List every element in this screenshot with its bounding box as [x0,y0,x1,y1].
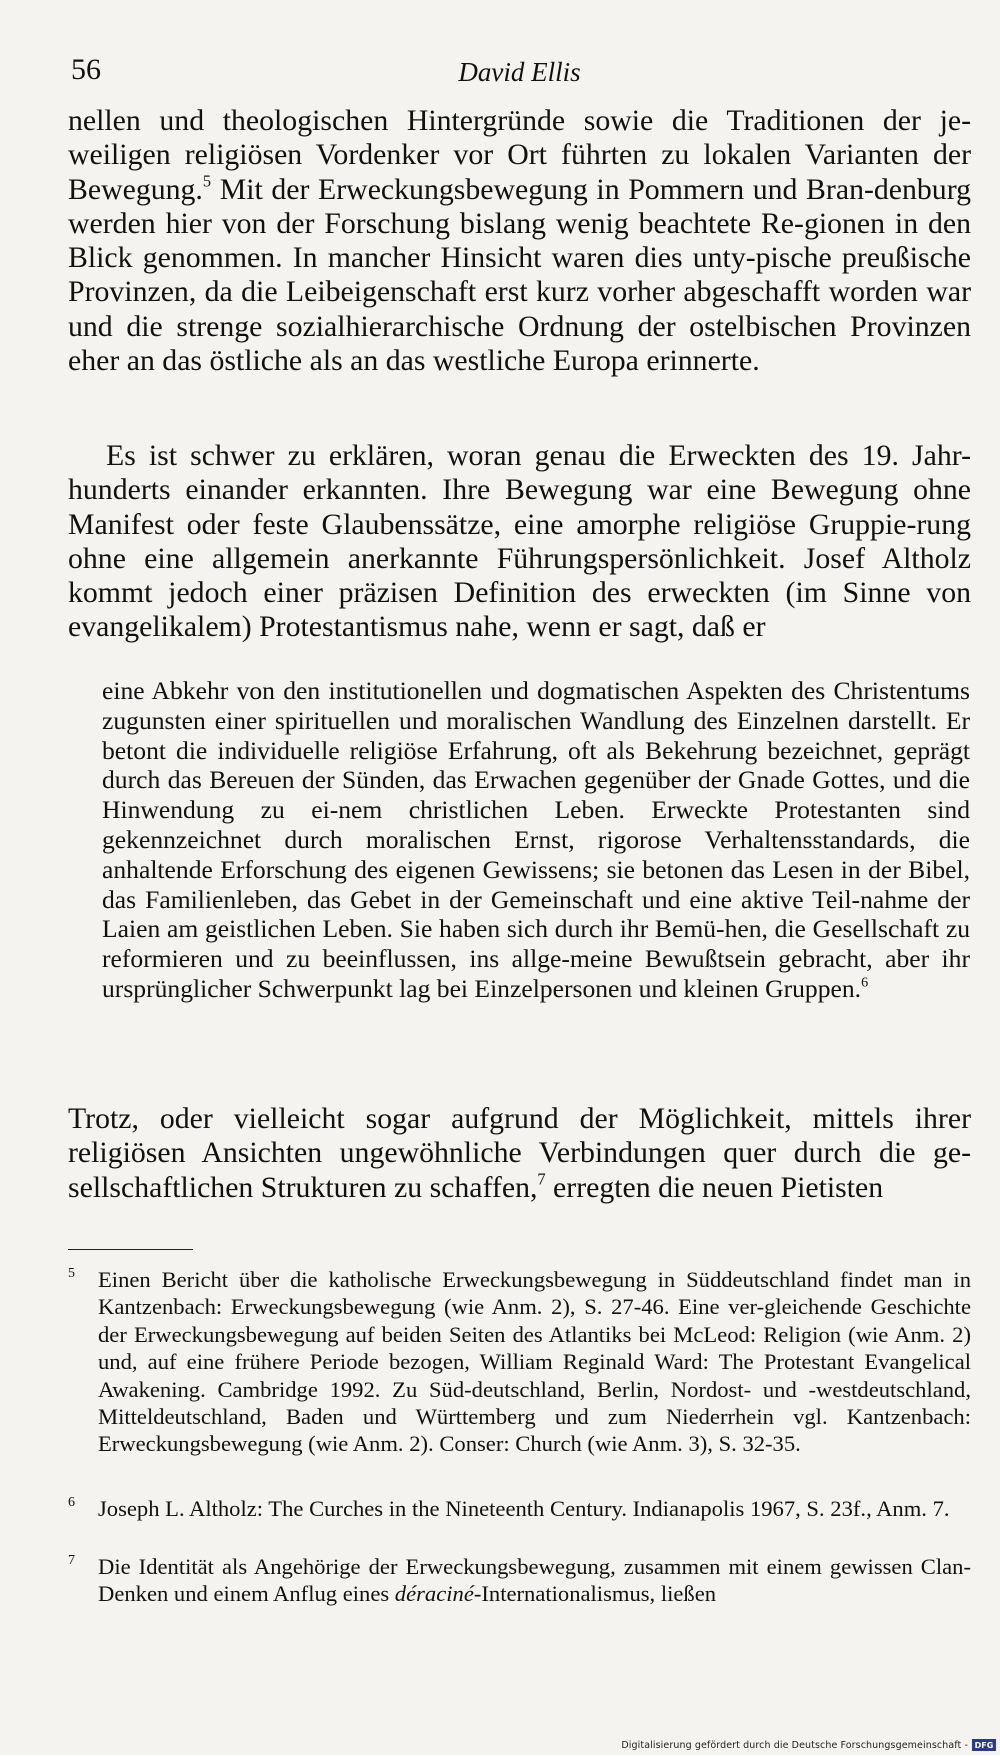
footnote-text-part: -Internationalismus, ließen [473,1581,717,1607]
body-paragraph-3 [68,1102,971,1205]
block-quote [102,676,970,1004]
footnote-number: 6 [68,1495,75,1510]
footnote-number: 7 [68,1553,75,1568]
quote-text: eine Abkehr von den institutionellen und dogmatischen Aspekten des Christentums zugunsten einer spirituellen und moralischen Wandlung des Einzelnen darstellt. Er betont die individuelle religiöse Erfahrung, oft als Bekehrung bezeichnet, geprägt durch das Bereuen der Sünden, das Erwachen gegenüber der Gnade Gottes, und die Hinwendung zu ei-nem christlichen Leben. Erweckte Protestanten sind gekennzeichnet durch moralischen Ernst, rigorose Verhaltensstandards, die anhaltende Erforschung des eigenen Gewissens; sie betonen das Lesen in der Bibel, das Familienleben, das Gebet in der Gemeinschaft und eine aktive Teil-nahme der Laien am geistlichen Leben. Sie haben sich durch ihr Bemü-hen, die Gesellschaft zu reformieren und zu beeinflussen, ins allge-meine Bewußtsein gebracht, aber ihr ursprünglicher Schwerpunkt lag bei Einzelpersonen und kleinen Gruppen. [102,676,970,1003]
footnote-text-part: Die Identität als Angehörige der Erweckungsbewegung, zusammen mit einem gewissen Clan-Denken und einem Anflug eines [98,1554,971,1607]
running-head: David Ellis [458,57,581,87]
dfg-logo-icon: DFG [972,1739,996,1751]
footnote-text: Einen Bericht über die katholische Erweckungsbewegung in Süddeutschland findet man in Kantzenbach: Erweckungsbewegung (wie Anm. 2), S. 27-46. Eine ver-gleichende Geschichte der Erweckungsbewegung auf beiden Seiten des Atlantiks bei McLeod: Religion (wie Anm. 2) und, auf eine frühere Periode bezogen, William Reginald Ward: The Protestant Evangelical Awakening. Cambridge 1992. Zu Süd-deutschland, Berlin, Nordost- und -westdeutschland, Mitteldeutschland, Baden und Württemberg und zum Niederrhein vgl. Kantzenbach: Erweckungsbewegung (wie Anm. 2). Conser: Church (wie Anm. 3), S. 32-35. [98,1267,971,1457]
footnote-ref-7[interactable]: 7 [537,1169,546,1189]
page-header [68,52,971,92]
digitization-text: Digitalisierung gefördert durch die Deutsche Forschungsgemeinschaft - [621,1739,968,1751]
footnote-text [98,1553,971,1608]
paragraph-text: Mit der Erweckungsbewegung in Pommern und Bran-denburg werden hier von der Forschung bislang wenig beachtete Re-gionen in den Blick genommen. In mancher Hinsicht waren dies unty-pische preußische Provinzen, da die Leibeigenschaft erst kurz vorher abgeschafft worden war und die strenge sozialhierarchische Ordnung der ostelbischen Provinzen eher an das östliche als an das westliche Europa erinnerte. [68,172,971,378]
page-number: 56 [71,53,101,86]
footnote-ref-5[interactable]: 5 [202,171,212,191]
body-paragraph-2: Es ist schwer zu erklären, woran genau die Erweckten des 19. Jahr-hunderts einander erkannten. Ihre Bewegung war eine Bewegung ohne Manifest oder feste Glaubenssätze, eine amorphe religiöse Gruppie-rung ohne eine allgemein anerkannte Führungspersönlichkeit. Josef Altholz kommt jedoch einer präzisen Definition des erweckten (im Sinne von evangelikalem) Protestantismus nahe, wenn er sagt, daß er [68,439,971,644]
footnote-ref-6[interactable]: 6 [861,974,869,991]
paragraph-text: erregten die neuen Pietisten [545,1170,884,1204]
footnote-text: Joseph L. Altholz: The Curches in the Nineteenth Century. Indianapolis 1967, S. 23f., Anm. 7. [98,1496,950,1521]
paragraph-text: nellen und theologischen Hintergründe sowie die Traditionen der je-weiligen religiösen Vordenker vor Ort führten zu lokalen Varianten der Bewegung. [68,104,971,206]
footnote-text-italic: déraciné [394,1581,474,1607]
footnote-number: 5 [68,1266,75,1281]
paragraph-text: Trotz, oder vielleicht sogar aufgrund der Möglichkeit, mittels ihrer religiösen Ansichten ungewöhnliche Verbindungen quer durch die ge-sellschaftlichen Strukturen zu schaffen, [68,1102,971,1204]
digitization-notice [621,1739,996,1751]
body-paragraph-1 [68,104,971,378]
footnote-separator [68,1249,193,1250]
